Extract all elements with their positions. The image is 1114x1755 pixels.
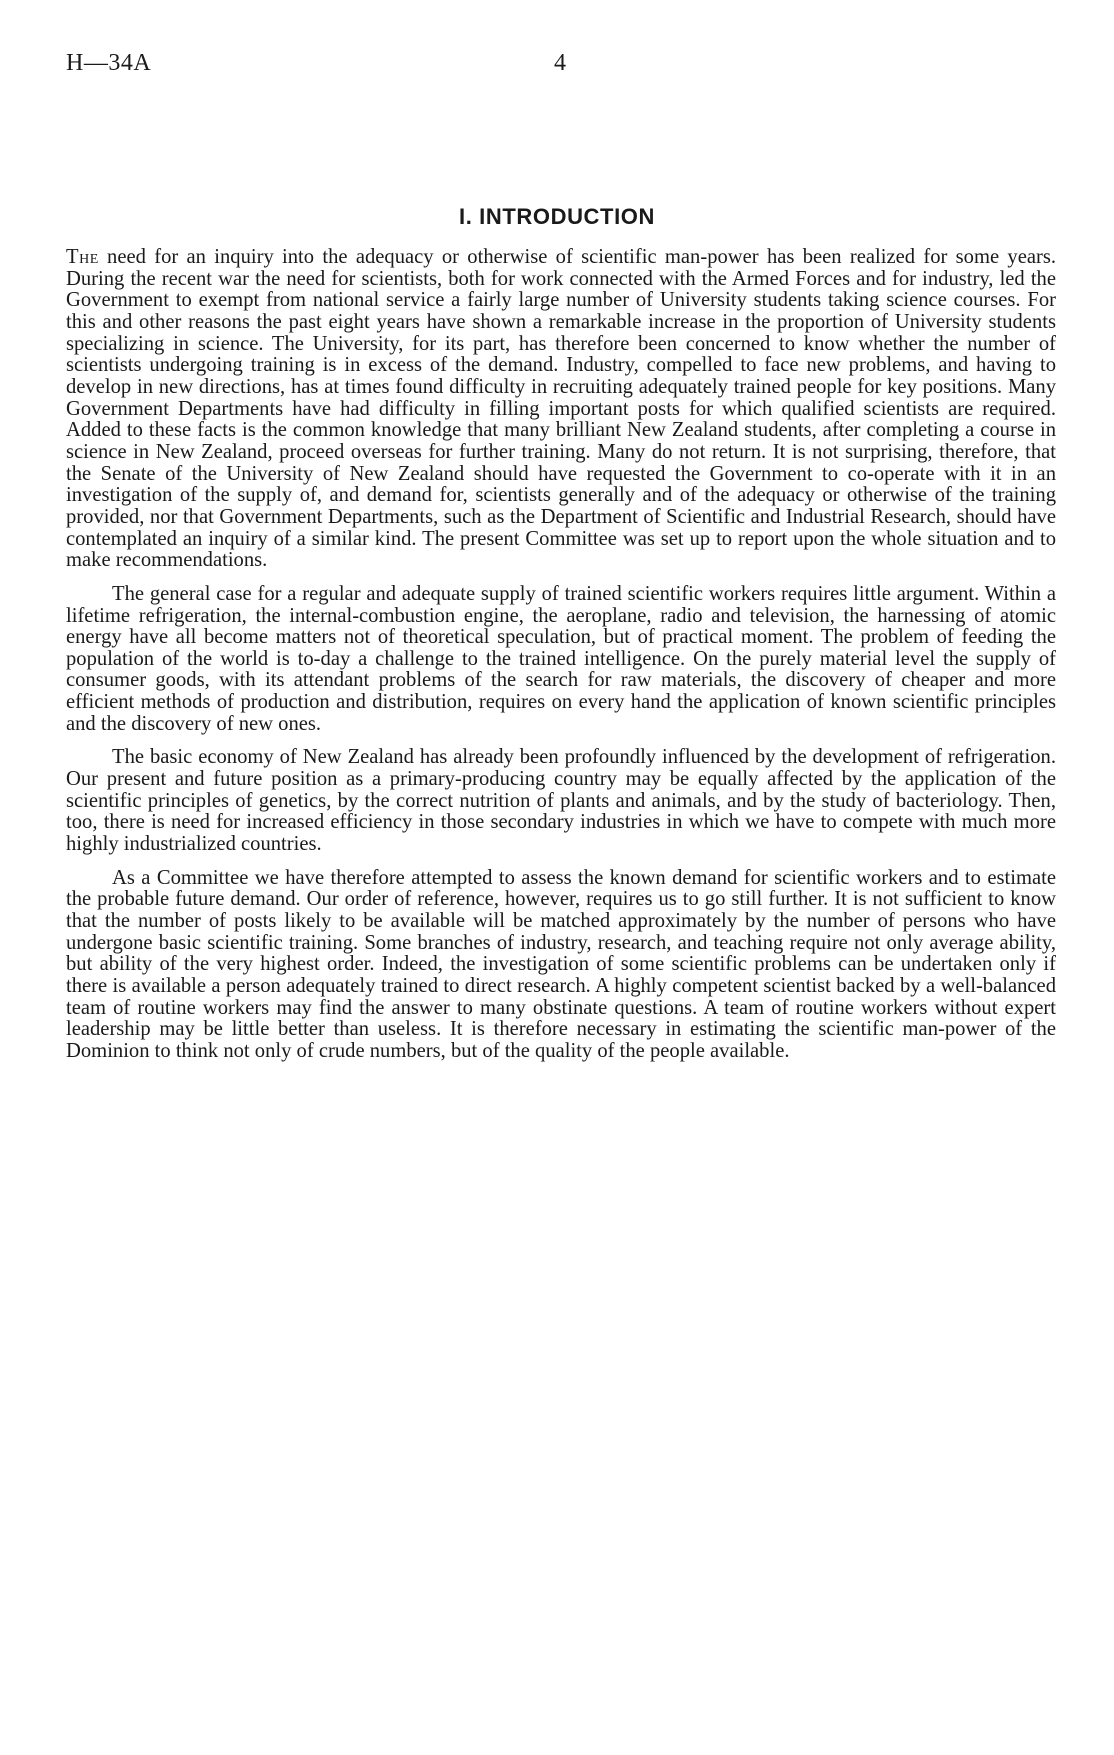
paragraph-3: The basic economy of New Zealand has already been profoundly influenced by the development of refrigeration. Our present and future position as a primary-producing country may be equally affected by the application of the scientific principles of genetics, by the correct nutrition of plants and animals, and by the study of bacteriology. Then, too, there is need for increased efficiency in those secondary industries in which we have to compete with much more highly industrialized countries. xyxy=(66,746,1056,856)
paragraph-2: The general case for a regular and adequate supply of trained scientific workers requires little argument. Within a lifetime refrigeration, the internal-combustion engine, the aeroplane, radio and television, the harnessing of atomic energy have all become matters not of theoretical speculation, but of practical moment. The problem of feeding the population of the world is to-day a challenge to the trained intelligence. On the purely material level the supply of consumer goods, with its attendant problems of the search for raw materials, the discovery of cheaper and more efficient methods of production and distribution, requires on every hand the application of known scientific principles and the discovery of new ones. xyxy=(66,582,1056,735)
document-reference: H—34A xyxy=(66,50,152,76)
page-number: 4 xyxy=(554,50,566,76)
paragraph-1-text: need for an inquiry into the adequacy or otherwise of scientific man-power has been realized for some years. During the recent war the need for scientists, both for work connected with the Armed Forces and for industry, led the Government to exempt from national service a fairly large number of University students taking science courses. For this and other reasons the past eight years have shown a remarkable increase in the proportion of University students specializing in science. The University, for its part, has therefore been concerned to know whether the number of scientists undergoing training is in excess of the demand. Industry, compelled to face new problems, and having to develop in new directions, has at times found difficulty in recruiting adequately trained people for key positions. Many Government Departments have had difficulty in filling important posts for which qualified scientists are required. Added to these facts is the common knowledge that many brilliant New Zealand students, after completing a course in science in New Zealand, proceed overseas for further training. Many do not return. It is not surprising, therefore, that the Senate of the University of New Zealand should have requested the Government to co-operate with it in an investigation of the supply of, and demand for, scientists generally and of the adequacy or otherwise of the training provided, nor that Government Departments, such as the Department of Scientific and Industrial Research, should have contemplated an inquiry of a similar kind. The present Committee was set up to report upon the whole situation and to make recommendations. xyxy=(66,246,1056,572)
section-title: I. INTRODUCTION xyxy=(459,204,655,229)
paragraph-lead-word: The xyxy=(66,246,99,268)
paragraph-4: As a Committee we have therefore attempted to assess the known demand for scientific workers and to estimate the probable future demand. Our order of reference, however, requires us to go still further. It is not sufficient to know that the number of posts likely to be available will be matched approximately by the number of persons who have undergone basic scientific training. Some branches of industry, research, and teaching require not only average ability, but ability of the very highest order. Indeed, the investigation of some scientific problems can be undertaken only if there is available a person adequately trained to direct research. A highly competent scientist backed by a well-balanced team of routine workers may find the answer to many obstinate questions. A team of routine workers without expert leadership may be little better than useless. It is therefore necessary in estimating the scientific man-power of the Dominion to think not only of crude numbers, but of the quality of the people available. xyxy=(66,866,1056,1062)
paragraph-1 xyxy=(66,247,1056,572)
body-text xyxy=(66,247,1056,1075)
page-header xyxy=(66,50,1056,86)
